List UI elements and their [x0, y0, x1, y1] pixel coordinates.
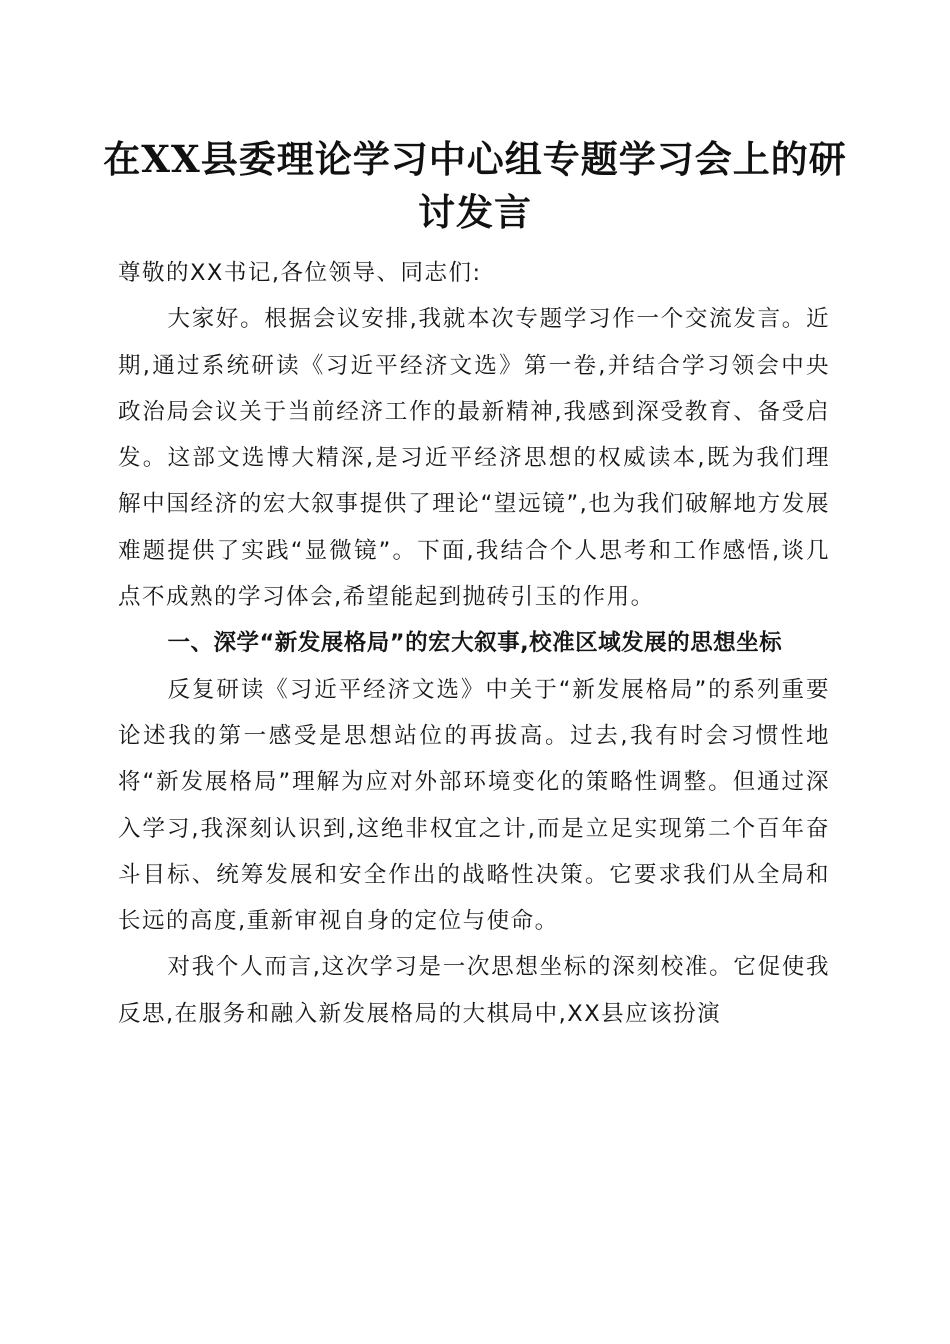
intro-paragraph: 大家好。根据会议安排,我就本次专题学习作一个交流发言。近期,通过系统研读《习近平经济文选》第一卷,并结合学习领会中央政治局会议关于当前经济工作的最新精神,我感到深受教育、备受启发。这部文选博大精深,是习近平经济思想的权威读本,既为我们理解中国经济的宏大叙事提供了理论“望远镜”,也为我们破解地方发展难题提供了实践“显微镜”。下面,我结合个人思考和工作感悟,谈几点不成熟的学习体会,希望能起到抛砖引玉的作用。 — [118, 306, 830, 611]
document-title: 在XX县委理论学习中心组专题学习会上的研讨发言 — [103, 137, 847, 234]
section-heading-1: 一、深学“新发展格局”的宏大叙事,校准区域发展的思想坐标 — [167, 630, 783, 657]
salutation: 尊敬的XX书记,各位领导、同志们: — [118, 260, 482, 286]
document-body — [118, 250, 830, 1037]
section-1-paragraph-2: 对我个人而言,这次学习是一次思想坐标的深刻校准。它促使我反思,在服务和融入新发展格局的大棋局中,XX县应该扮演 — [118, 954, 830, 1027]
section-1-paragraph-1: 反复研读《习近平经济文选》中关于“新发展格局”的系列重要论述我的第一感受是思想站位的再拔高。过去,我有时会习惯性地将“新发展格局”理解为应对外部环境变化的策略性调整。但通过深入学习,我深刻认识到,这绝非权宜之计,而是立足实现第二个百年奋斗目标、统筹发展和安全作出的战略性决策。它要求我们从全局和长远的高度,重新审视自身的定位与使命。 — [118, 676, 830, 935]
